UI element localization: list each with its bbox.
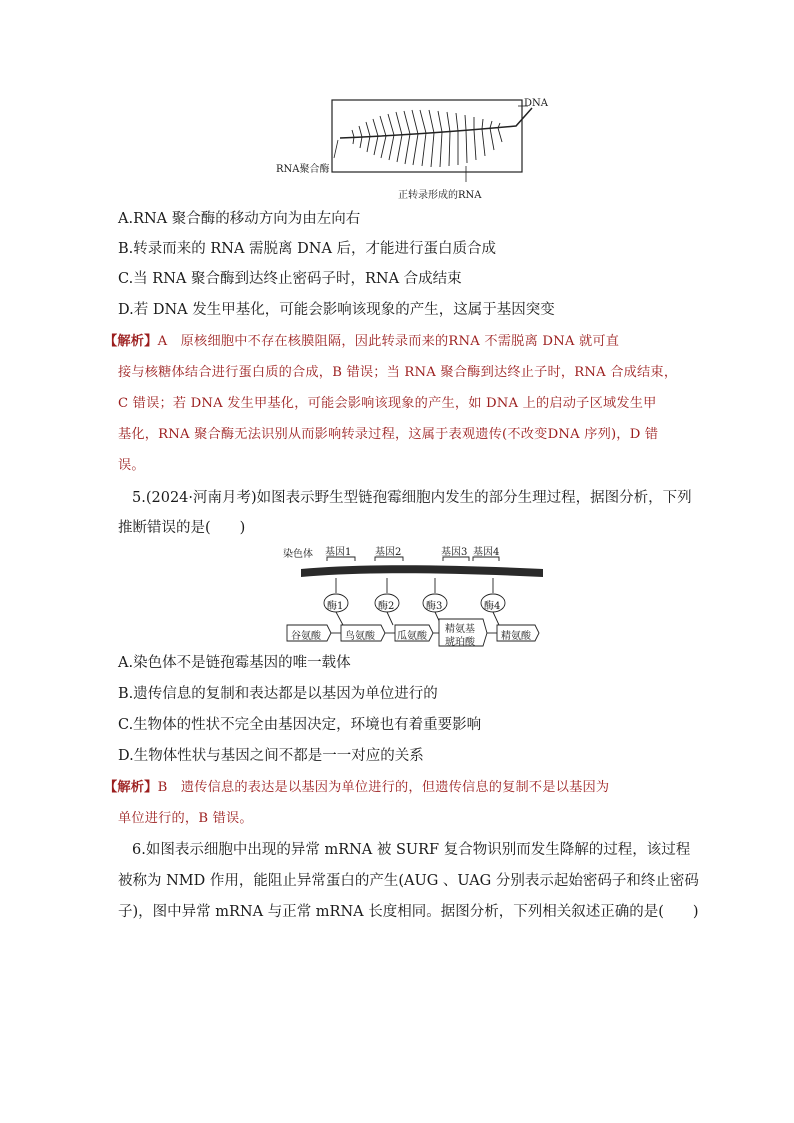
product-glutamate: 谷氨酸 <box>291 631 321 642</box>
transcription-figure <box>270 92 560 204</box>
enzyme-4-label: 酶4 <box>484 601 501 612</box>
chromosome-label: 染色体 <box>283 549 313 560</box>
gene-1-label: 基因1 <box>325 547 352 558</box>
analysis-text: B 遗传信息的表达是以基因为单位进行的，但遗传信息的复制不是以基因为 <box>157 780 610 795</box>
q5-option-c: C.生物体的性状不完全由基因决定，环境也有着重要影响 <box>118 717 482 733</box>
product-ornithine: 鸟氨酸 <box>345 631 375 642</box>
q4-option-c: C.当 RNA 聚合酶到达终止密码子时，RNA 合成结束 <box>118 271 462 287</box>
enzyme-1-label: 酶1 <box>327 601 344 612</box>
pathway-figure <box>283 543 553 648</box>
product-citrulline: 瓜氨酸 <box>397 631 427 642</box>
enzyme-2-label: 酶2 <box>378 601 395 612</box>
q6-stem-line-2: 被称为 NMD 作用，能阻止异常蛋白的产生(AUG 、UAG 分别表示起始密码子和终止密码 <box>118 873 699 889</box>
gene-3-label: 基因3 <box>441 547 468 558</box>
analysis-tag: 【解析】 <box>104 780 158 795</box>
q4-option-d: D.若 DNA 发生甲基化，可能会影响该现象的产生，这属于基因突变 <box>118 302 555 318</box>
product-arginine: 精氨酸 <box>501 631 531 642</box>
dna-label: DNA <box>524 98 548 109</box>
q4-analysis-line-3: C 错误；若 DNA 发生甲基化，可能会影响该现象的产生，如 DNA 上的启动子区域发生甲 <box>118 396 657 411</box>
product-argininosuccinate-1: 精氨基 <box>445 624 475 635</box>
product-argininosuccinate-2: 琥珀酸 <box>445 637 475 648</box>
rna-polymerase-label: RNA聚合酶 <box>276 164 330 175</box>
enzyme-3-label: 酶3 <box>426 601 443 612</box>
q4-analysis-line-4: 基化，RNA 聚合酶无法识别从而影响转录过程，这属于表观遗传(不改变DNA 序列)，D 错 <box>118 427 659 442</box>
q5-stem-line-2: 推断错误的是( ) <box>118 520 246 536</box>
q6-stem-line-1: 6.如图表示细胞中出现的异常 mRNA 被 SURF 复合物识别而发生降解的过程，该过程 <box>132 842 691 858</box>
q4-option-b: B.转录而来的 RNA 需脱离 DNA 后，才能进行蛋白质合成 <box>118 241 497 257</box>
q5-option-d: D.生物体性状与基因之间不都是一一对应的关系 <box>118 748 424 764</box>
gene-2-label: 基因2 <box>375 547 402 558</box>
q5-stem-line-1: 5.(2024·河南月考)如图表示野生型链孢霉细胞内发生的部分生理过程，据图分析，下列 <box>132 490 692 506</box>
q4-option-a: A.RNA 聚合酶的移动方向为由左向右 <box>118 211 361 227</box>
q5-analysis-line-1 <box>104 778 609 798</box>
q4-analysis-line-2: 接与核糖体结合进行蛋白质的合成，B 错误；当 RNA 聚合酶到达终止子时，RNA 合成结束， <box>118 365 678 380</box>
transcribed-rna-label: 正转录形成的RNA <box>398 190 482 201</box>
analysis-tag: 【解析】 <box>104 334 158 349</box>
q5-option-a: A.染色体不是链孢霉基因的唯一载体 <box>118 655 351 671</box>
q5-option-b: B.遗传信息的复制和表达都是以基因为单位进行的 <box>118 686 438 702</box>
q4-analysis-line-5: 误。 <box>118 458 145 473</box>
gene-4-label: 基因4 <box>473 547 500 558</box>
q5-analysis-line-2: 单位进行的，B 错误。 <box>118 811 253 826</box>
analysis-text: A 原核细胞中不存在核膜阻隔，因此转录而来的RNA 不需脱离 DNA 就可直 <box>157 334 620 349</box>
q6-stem-line-3: 子)，图中异常 mRNA 与正常 mRNA 长度相同。据图分析，下列相关叙述正确的是( ) <box>118 904 699 920</box>
q4-analysis-line-1 <box>104 332 619 352</box>
